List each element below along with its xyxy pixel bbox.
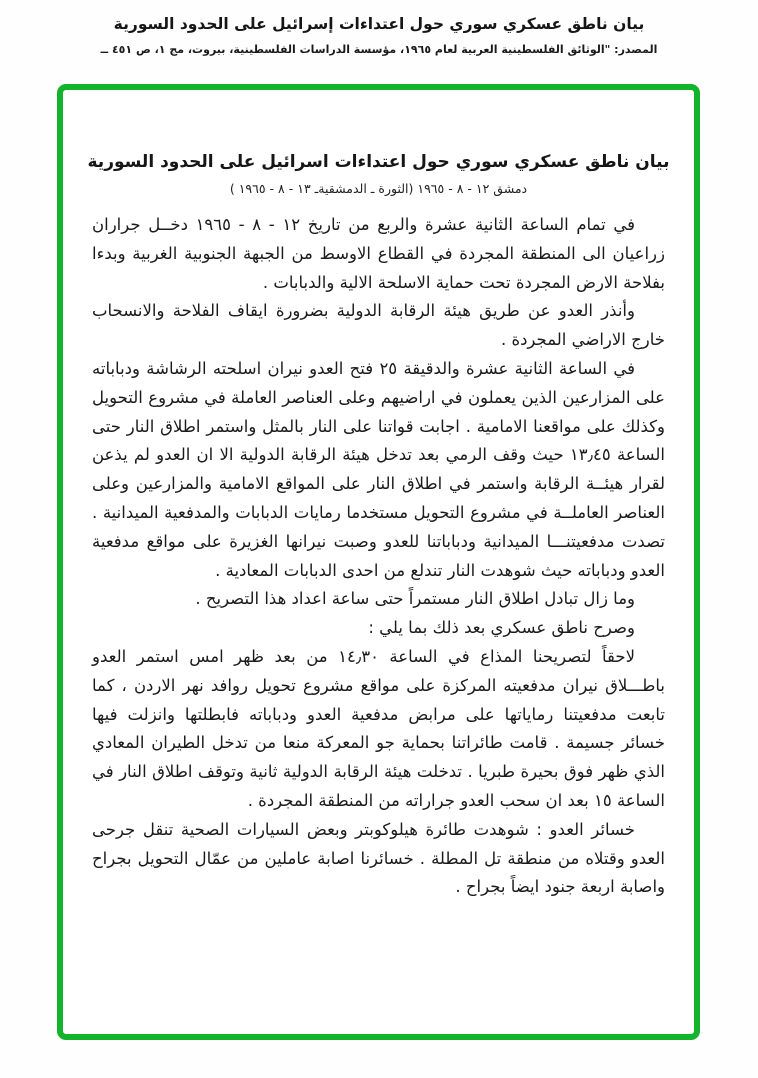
document-highlight-box [57, 84, 700, 1040]
document-paragraph: في الساعة الثانية عشرة والدقيقة ٢٥ فتح العدو نيران اسلحته الرشاشة ودباباته على المزارعين الذين يعملون في اراضيهم وعلى العناصر العاملة في مشروع التحويل وكذلك على مواقعنا الامامية . اجابت قواتنا على النار بالمثل واستمر اطلاق النار حتى الساعة ١٣٫٤٥ حيث وقف الرمي بعد تدخل هيئة الرقابة الدولية الا ان العدو لم يذعن لقرار هيئــة الرقابة واستمر في اطلاق النار على المواقع الامامية والمزارعين وعلى العناصر العاملــة في مشروع التحويل مستخدما رمايات الدبابات والمدفعية الميدانية . تصدت مدفعيتنـــا الميدانية ودباباتنا للعدو وصبت نيرانها الغزيرة على مواقع مدفعية العدو ودباباته حيث شوهدت النار تندلع من احدى الدبابات المعادية . [92, 358, 666, 580]
document-title: بيان ناطق عسكري سوري حول اعتداءات اسرائيل على الحدود السورية [87, 152, 670, 172]
document-paragraph: خسائر العدو : شوهدت طائرة هيلوكوبتر وبعض السيارات الصحية تنقل جرحى العدو وقتلاه من منطقة تل المطلة . خسائرنا اصابة عاملين من عمّال التحويل بجراح واصابة اربعة جنود ايضاً بجراح . [92, 819, 665, 897]
document-body [92, 211, 665, 902]
document-paragraph: لاحقاً لتصريحنا المذاع في الساعة ١٤٫٣٠ من بعد ظهر امس استمر العدو باطـــلاق نيران مدفعيته المركزة على مواقع مشروع تحويل روافد نهر الاردن ، كما تابعت مدفعيتنا رماياتها على مرابض مدفعية العدو ودباباته فابطلتها وانزلت فيها خسائر جسيمة . قامت طائراتنا بحماية جو المعركة منعا من تدخل الطيران المعادي الذي ظهر فوق بحيرة طبريا . تدخلت هيئة الرقابة الدولية ثانية وتوقف اطلاق النار في الساعة ١٥ بعد ان سحب العدو جراراته من المنطقة المجردة . [92, 646, 665, 810]
document-dateline: دمشق ١٢ - ٨ - ١٩٦٥ (الثورة ـ الدمشقيةـ ١٣ - ٨ - ١٩٦٥ ) [229, 181, 528, 196]
document-paragraph: وما زال تبادل اطلاق النار مستمراً حتى ساعة اعداد هذا التصريح . [195, 589, 635, 609]
source-citation-line: المصدر: "الوثائق الفلسطينية العربية لعام ١٩٦٥، مؤسسة الدراسات الفلسطينية، بيروت، مج ١، ص ٤٥١ ــ [100, 43, 658, 56]
document-paragraph: وأنذر العدو عن طريق هيئة الرقابة الدولية بضرورة ايقاف الفلاحة والانسحاب خارج الاراضي المجردة . [92, 301, 665, 350]
document-paragraph: في تمام الساعة الثانية عشرة والربع من تاريخ ١٢ - ٨ - ١٩٦٥ دخــل جراران زراعيان الى المنطقة المجردة في القطاع الاوسط من الجبهة الجنوبية الغربية وبدءا بفلاحة الارض المجردة تحت حماية الاسلحة الالية والدبابات . [92, 215, 665, 292]
page-header [0, 13, 758, 56]
document-paragraph: وصرح ناطق عسكري بعد ذلك بما يلي : [368, 618, 635, 638]
page-title: بيان ناطق عسكري سوري حول اعتداءات إسرائيل على الحدود السورية [113, 15, 645, 33]
